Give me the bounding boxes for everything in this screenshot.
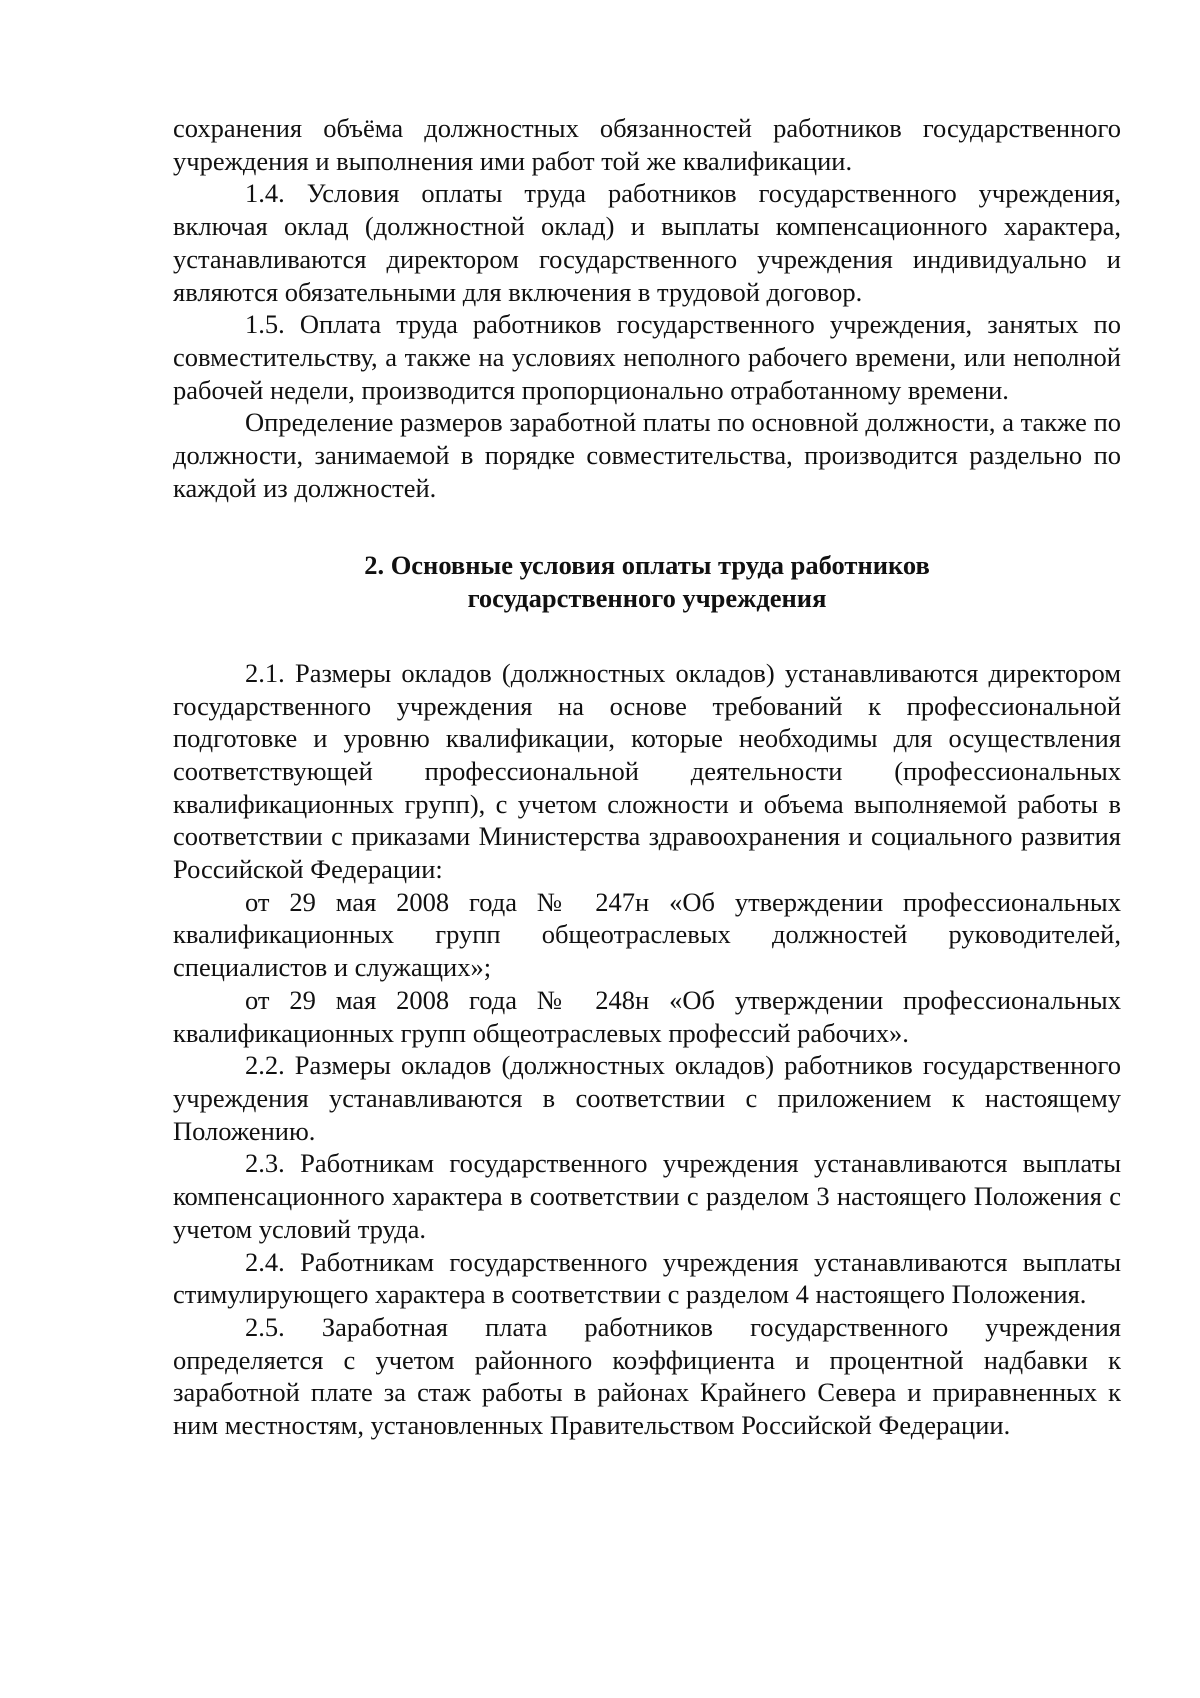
paragraph-2-2: 2.2. Размеры окладов (должностных окладов) работников государственного учреждения устанавливаются в соответствии с приложением к настоящему Положению. xyxy=(173,1050,1121,1146)
paragraph-2-1-order-247n: от 29 мая 2008 года № 247н «Об утверждении профессиональных квалификационных групп общеотраслевых должностей руководителей, специалистов и служащих»; xyxy=(173,886,1121,983)
paragraph-2-1: 2.1. Размеры окладов (должностных окладов) устанавливаются директором государственного учреждения на основе требований к профессиональной подготовке и уровню квалификации, которые необходимы для осуществления соответствующей профессиональной деятельности (профессиональных квалификационных групп), с учетом сложности и объема выполняемой работы в соответствии с приказами Министерства здравоохранения и социального развития Российской Федерации: xyxy=(173,657,1121,885)
paragraph-1-5: 1.5. Оплата труда работников государственного учреждения, занятых по совместительству, а также на условиях неполного рабочего времени, или неполной рабочей недели, производится пропорционально отработанному времени. xyxy=(173,309,1121,405)
section-2-heading xyxy=(173,549,1121,614)
paragraph-2-4: 2.4. Работникам государственного учреждения устанавливаются выплаты стимулирующего характера в соответствии с разделом 4 настоящего Положения. xyxy=(173,1246,1121,1310)
paragraph-continuation: сохранения объёма должностных обязанностей работников государственного учреждения и выполнения ими работ той же квалификации. xyxy=(173,113,1121,176)
paragraph-1-4: 1.4. Условия оплаты труда работников государственного учреждения, включая оклад (должностной оклад) и выплаты компенсационного характера, устанавливаются директором государственного учреждения индивидуально и являются обязательными для включения в трудовой договор. xyxy=(173,178,1121,307)
paragraph-2-5: 2.5. Заработная плата работников государственного учреждения определяется с учетом районного коэффициента и процентной надбавки к заработной плате за стаж работы в районах Крайнего Севера и приравненных к ним местностям, установленных Правительством Российской Федерации. xyxy=(173,1311,1121,1441)
section-2-heading-line-1: 2. Основные условия оплаты труда работников xyxy=(364,550,930,581)
section-2-heading-line-2: государственного учреждения xyxy=(467,583,827,614)
paragraph-1-5-salary-determination: Определение размеров заработной платы по основной должности, а также по должности, занимаемой в порядке совместительства, производится раздельно по каждой из должностей. xyxy=(173,407,1121,503)
paragraph-2-3: 2.3. Работникам государственного учреждения устанавливаются выплаты компенсационного характера в соответствии с разделом 3 настоящего Положения с учетом условий труда. xyxy=(173,1148,1121,1244)
document-body xyxy=(173,112,1121,1442)
paragraph-2-1-order-248n: от 29 мая 2008 года № 248н «Об утверждении профессиональных квалификационных групп общеотраслевых профессий рабочих». xyxy=(173,984,1121,1048)
